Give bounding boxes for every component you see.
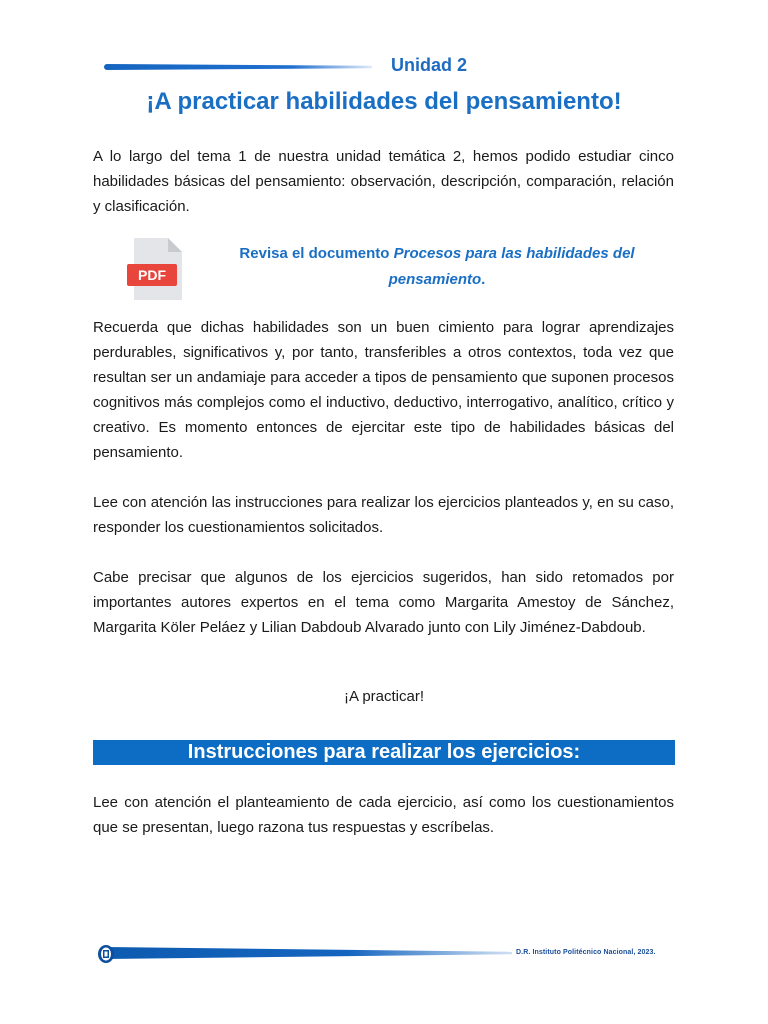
footer-credit: D.R. Instituto Politécnico Nacional, 2023. <box>516 949 656 956</box>
page-title: ¡A practicar habilidades del pensamiento! <box>146 88 622 115</box>
paragraph-autores: Cabe precisar que algunos de los ejercicios sugeridos, han sido retomados por importantes autores expertos en el tema como Margarita Amestoy de Sánchez, Margarita Köler Peláez y Lilian Dabdoub Alvarado junto con Lily Jiménez-Dabdoub. <box>93 569 674 636</box>
resource-suffix: . <box>481 271 486 288</box>
resource-doc-title[interactable]: Procesos para las habilidades del pensamiento <box>388 245 635 288</box>
unit-label: Unidad 2 <box>391 55 468 75</box>
header-accent-bar <box>104 64 372 70</box>
footer-accent-bar <box>104 947 512 959</box>
intro-paragraph: A lo largo del tema 1 de nuestra unidad temática 2, hemos podido estudiar cinco habilidades básicas del pensamiento: observación, descripción, comparación, relación y clasificación. <box>93 148 674 215</box>
instructions-heading: Instrucciones para realizar los ejercicios: <box>93 740 675 765</box>
practicar-label: ¡A practicar! <box>343 688 425 705</box>
paragraph-habilidades: Recuerda que dichas habilidades son un buen cimiento para lograr aprendizajes perdurables, significativos y, por tanto, transferibles a otros contextos, toda vez que resultan ser un andamiaje para acceder a tipos de pensamiento que suponen procesos cognitivos más complejos como el inductivo, deductivo, interrogativo, analítico, crítico y creativo. Es momento entonces de ejercitar este tipo de habilidades básicas del pensamiento. <box>93 319 674 461</box>
document-link[interactable] <box>220 241 654 293</box>
instructions-paragraph: Lee con atención el planteamiento de cada ejercicio, así como los cuestionamientos que se presentan, luego razona tus respuestas y escríbelas. <box>93 794 674 836</box>
paragraph-instrucciones: Lee con atención las instrucciones para realizar los ejercicios planteados y, en su caso, responder los cuestionamientos solicitados. <box>93 494 674 536</box>
resource-prefix: Revisa el documento <box>239 245 394 262</box>
ipn-logo-icon <box>97 944 115 964</box>
pdf-file-icon[interactable] <box>124 236 186 302</box>
pdf-icon-label: PDF <box>138 267 166 283</box>
